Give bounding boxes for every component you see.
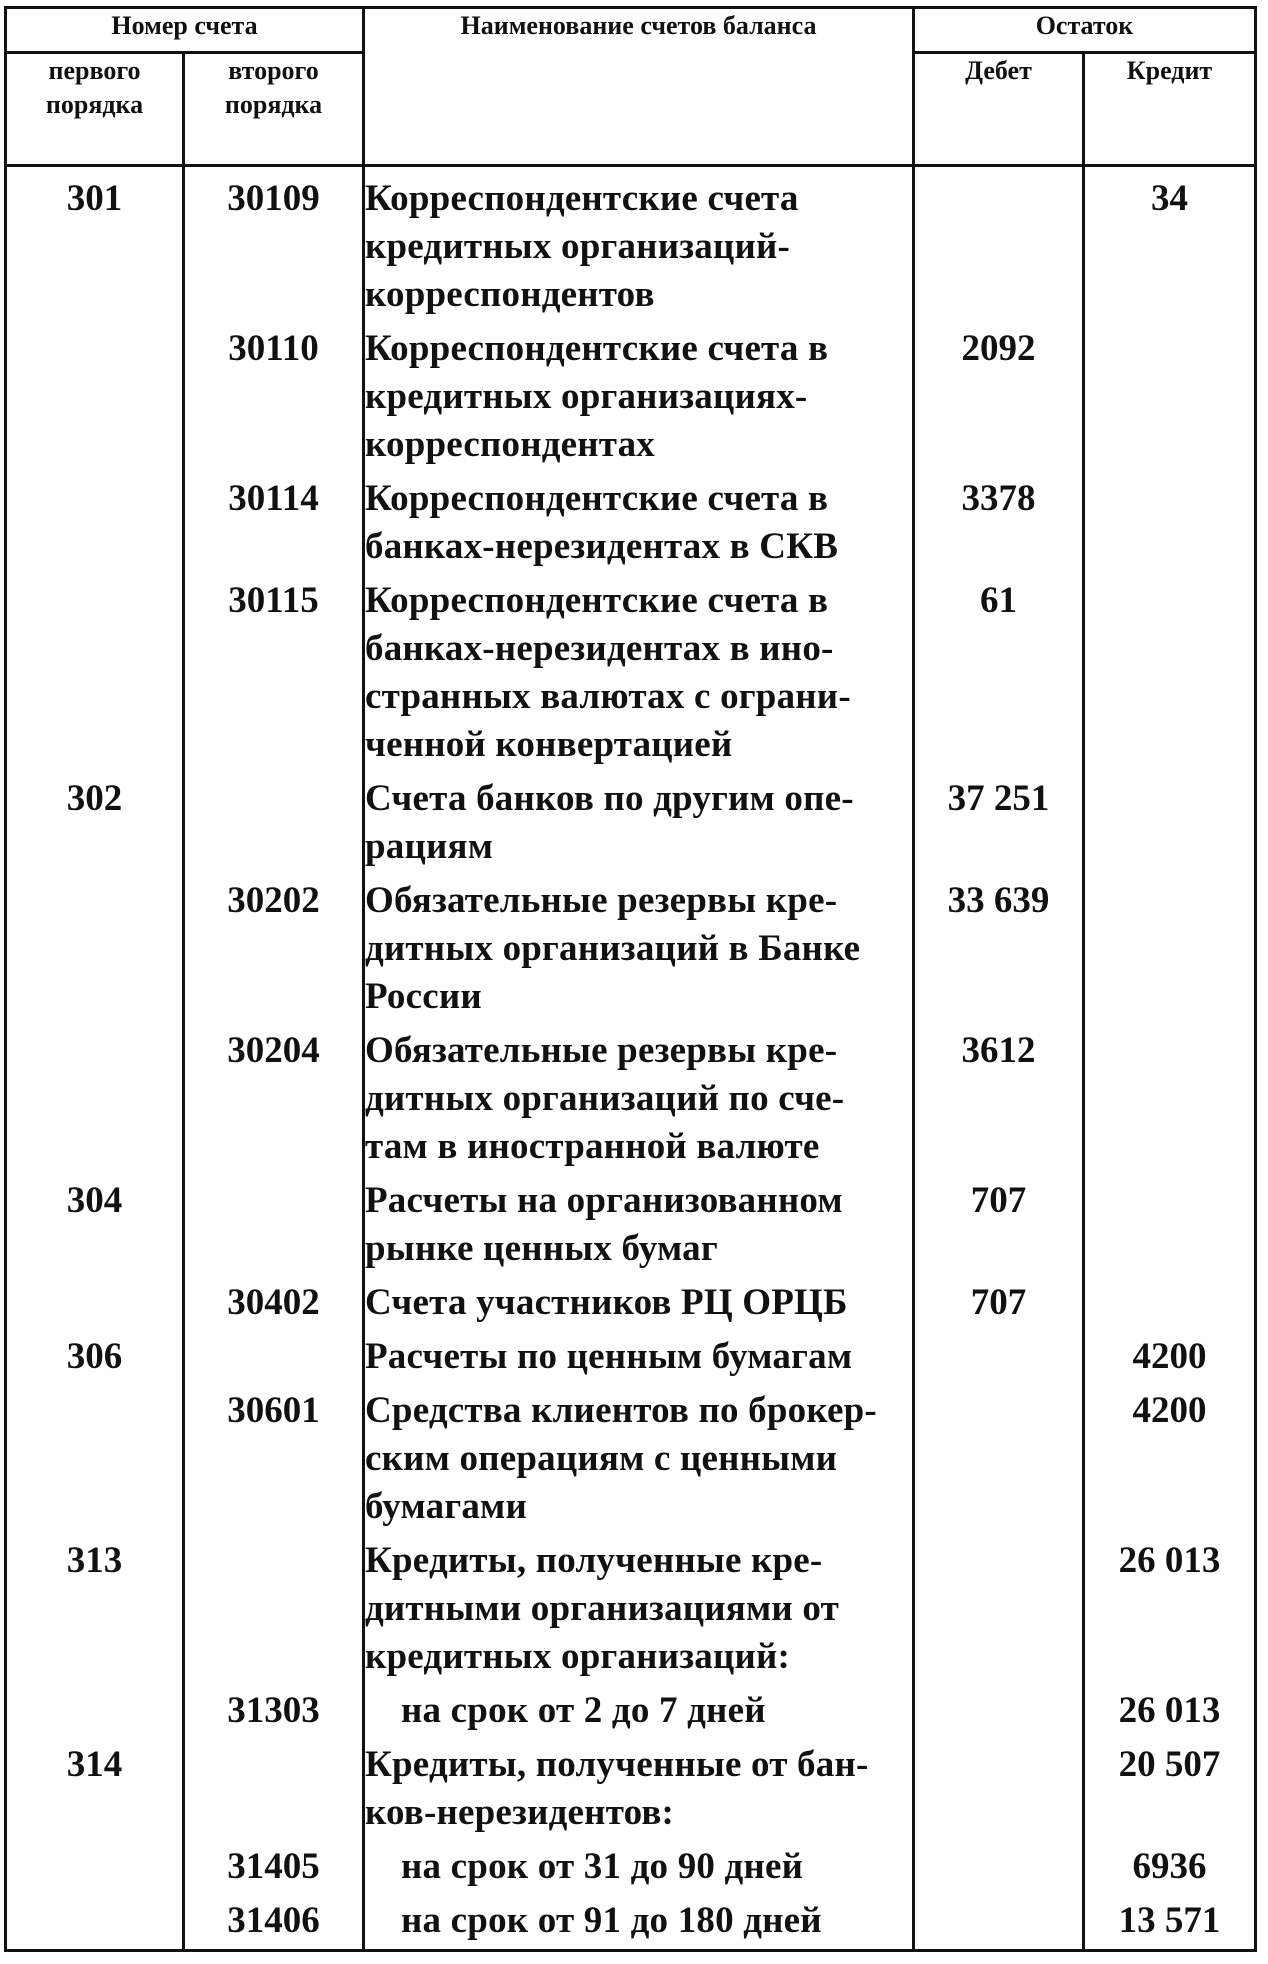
table-row — [6, 1897, 1256, 1951]
first-order-account — [6, 475, 184, 577]
debit-balance — [914, 166, 1084, 326]
second-order-account: 30109 — [184, 166, 364, 326]
second-order-account: 31406 — [184, 1897, 364, 1951]
header-debit: Дебет — [914, 53, 1084, 166]
first-order-account: 301 — [6, 166, 184, 326]
second-order-account — [184, 1333, 364, 1387]
account-name-line: там в иностранной валюте — [365, 1126, 820, 1167]
second-order-account: 31405 — [184, 1843, 364, 1897]
header-credit: Кредит — [1084, 53, 1256, 166]
header-second-order — [184, 53, 364, 166]
header-first-order-line: порядка — [45, 90, 144, 119]
account-name-line: рациям — [365, 826, 494, 867]
first-order-account — [6, 1279, 184, 1333]
credit-balance — [1084, 325, 1256, 475]
credit-balance — [1084, 775, 1256, 877]
account-name — [364, 1333, 914, 1387]
account-name — [364, 1387, 914, 1537]
second-order-account — [184, 1537, 364, 1687]
account-name-line: Счета участников РЦ ОРЦБ — [365, 1282, 848, 1323]
header-second-order-line: порядка — [224, 90, 323, 119]
header-account-name: Наименование счетов баланса — [364, 8, 914, 166]
first-order-account — [6, 1843, 184, 1897]
first-order-account — [6, 1387, 184, 1537]
table-row — [6, 1333, 1256, 1387]
debit-balance: 33 639 — [914, 877, 1084, 1027]
first-order-account: 313 — [6, 1537, 184, 1687]
account-name-line: корреспондентах — [365, 424, 656, 465]
table-row — [6, 1177, 1256, 1279]
account-name-line: ков-нерезидентов: — [365, 1792, 675, 1833]
credit-balance — [1084, 577, 1256, 775]
credit-balance: 20 507 — [1084, 1741, 1256, 1843]
first-order-account — [6, 325, 184, 475]
credit-balance: 34 — [1084, 166, 1256, 326]
first-order-account: 302 — [6, 775, 184, 877]
account-name — [364, 1537, 914, 1687]
account-name-line: на срок от 91 до 180 дней — [401, 1900, 822, 1941]
account-name-line: корреспондентов — [365, 274, 655, 315]
debit-balance — [914, 1843, 1084, 1897]
debit-balance: 707 — [914, 1177, 1084, 1279]
account-name — [364, 1843, 914, 1897]
credit-balance — [1084, 1027, 1256, 1177]
first-order-account — [6, 1897, 184, 1951]
first-order-account: 306 — [6, 1333, 184, 1387]
header-account-number: Номер счета — [6, 8, 364, 53]
credit-balance — [1084, 1279, 1256, 1333]
account-name-line: Корреспондентские счета — [365, 178, 799, 219]
account-name — [364, 1177, 914, 1279]
account-name — [364, 775, 914, 877]
credit-balance: 4200 — [1084, 1333, 1256, 1387]
first-order-account — [6, 1687, 184, 1741]
credit-balance: 4200 — [1084, 1387, 1256, 1537]
table-row — [6, 1843, 1256, 1897]
table-row — [6, 475, 1256, 577]
table-row — [6, 166, 1256, 326]
credit-balance — [1084, 1177, 1256, 1279]
account-name-line: Расчеты на организованном — [365, 1180, 843, 1221]
account-name — [364, 1741, 914, 1843]
account-name-line: ченной конвертацией — [365, 724, 733, 765]
account-name — [364, 1279, 914, 1333]
account-name-line: Корреспондентские счета в — [365, 580, 829, 621]
account-name — [364, 475, 914, 577]
account-name-line: Кредиты, полученные от бан- — [365, 1744, 869, 1785]
debit-balance — [914, 1333, 1084, 1387]
table-row — [6, 1537, 1256, 1687]
second-order-account: 30114 — [184, 475, 364, 577]
account-name-line: на срок от 31 до 90 дней — [401, 1846, 804, 1887]
account-name-line: кредитных организаций- — [365, 226, 791, 267]
balance-table — [4, 6, 1257, 1952]
table-row — [6, 1027, 1256, 1177]
table-row — [6, 877, 1256, 1027]
account-name-line: дитными организациями от — [365, 1588, 839, 1629]
account-name — [364, 166, 914, 326]
second-order-account: 30601 — [184, 1387, 364, 1537]
debit-balance: 37 251 — [914, 775, 1084, 877]
table-body — [6, 166, 1256, 1951]
debit-balance — [914, 1537, 1084, 1687]
account-name-line: России — [365, 976, 482, 1017]
second-order-account: 30204 — [184, 1027, 364, 1177]
header-balance: Остаток — [914, 8, 1256, 53]
account-name-line: дитных организаций по сче- — [365, 1078, 845, 1119]
account-name — [364, 1897, 914, 1951]
account-name-line: Средства клиентов по брокер- — [365, 1390, 877, 1431]
table-row — [6, 1741, 1256, 1843]
debit-balance: 707 — [914, 1279, 1084, 1333]
second-order-account: 30202 — [184, 877, 364, 1027]
first-order-account — [6, 577, 184, 775]
account-name-line: банках-нерезидентах в ино- — [365, 628, 834, 669]
account-name-line: Корреспондентские счета в — [365, 328, 829, 369]
first-order-account: 304 — [6, 1177, 184, 1279]
header-first-order — [6, 53, 184, 166]
first-order-account — [6, 1027, 184, 1177]
credit-balance — [1084, 475, 1256, 577]
account-name-line: ским операциям с ценными — [365, 1438, 838, 1479]
debit-balance — [914, 1897, 1084, 1951]
account-name — [364, 1687, 914, 1741]
account-name-line: Кредиты, полученные кре- — [365, 1540, 823, 1581]
account-name — [364, 577, 914, 775]
table-row — [6, 577, 1256, 775]
second-order-account — [184, 775, 364, 877]
debit-balance — [914, 1687, 1084, 1741]
debit-balance: 2092 — [914, 325, 1084, 475]
first-order-account: 314 — [6, 1741, 184, 1843]
account-name — [364, 877, 914, 1027]
account-name-line: Обязательные резервы кре- — [365, 1030, 838, 1071]
table-row — [6, 1279, 1256, 1333]
credit-balance: 6936 — [1084, 1843, 1256, 1897]
table-row — [6, 325, 1256, 475]
table-row — [6, 775, 1256, 877]
account-name-line: кредитных организаций: — [365, 1636, 791, 1677]
account-name-line: Корреспондентские счета в — [365, 478, 829, 519]
second-order-account: 30115 — [184, 577, 364, 775]
account-name-line: бумагами — [365, 1486, 527, 1527]
account-name-line: дитных организаций в Банке — [365, 928, 861, 969]
debit-balance — [914, 1387, 1084, 1537]
second-order-account: 31303 — [184, 1687, 364, 1741]
second-order-account: 30110 — [184, 325, 364, 475]
credit-balance: 26 013 — [1084, 1687, 1256, 1741]
account-name-line: рынке ценных бумаг — [365, 1228, 718, 1269]
debit-balance: 3378 — [914, 475, 1084, 577]
first-order-account — [6, 877, 184, 1027]
credit-balance — [1084, 877, 1256, 1027]
account-name-line: на срок от 2 до 7 дней — [401, 1690, 766, 1731]
second-order-account: 30402 — [184, 1279, 364, 1333]
second-order-account — [184, 1177, 364, 1279]
account-name — [364, 325, 914, 475]
table-header — [6, 8, 1256, 166]
credit-balance: 26 013 — [1084, 1537, 1256, 1687]
second-order-account — [184, 1741, 364, 1843]
table-row — [6, 1387, 1256, 1537]
account-name-line: Обязательные резервы кре- — [365, 880, 838, 921]
account-name — [364, 1027, 914, 1177]
credit-balance: 13 571 — [1084, 1897, 1256, 1951]
account-name-line: банках-нерезидентах в СКВ — [365, 526, 839, 567]
table-row — [6, 1687, 1256, 1741]
header-first-order-line: первого — [48, 56, 141, 85]
debit-balance: 61 — [914, 577, 1084, 775]
account-name-line: Счета банков по другим опе- — [365, 778, 854, 819]
header-second-order-line: второго — [228, 56, 319, 85]
account-name-line: кредитных организациях- — [365, 376, 808, 417]
debit-balance — [914, 1741, 1084, 1843]
account-name-line: Расчеты по ценным бумагам — [365, 1336, 853, 1377]
debit-balance: 3612 — [914, 1027, 1084, 1177]
account-name-line: странных валютах с ограни- — [365, 676, 851, 717]
